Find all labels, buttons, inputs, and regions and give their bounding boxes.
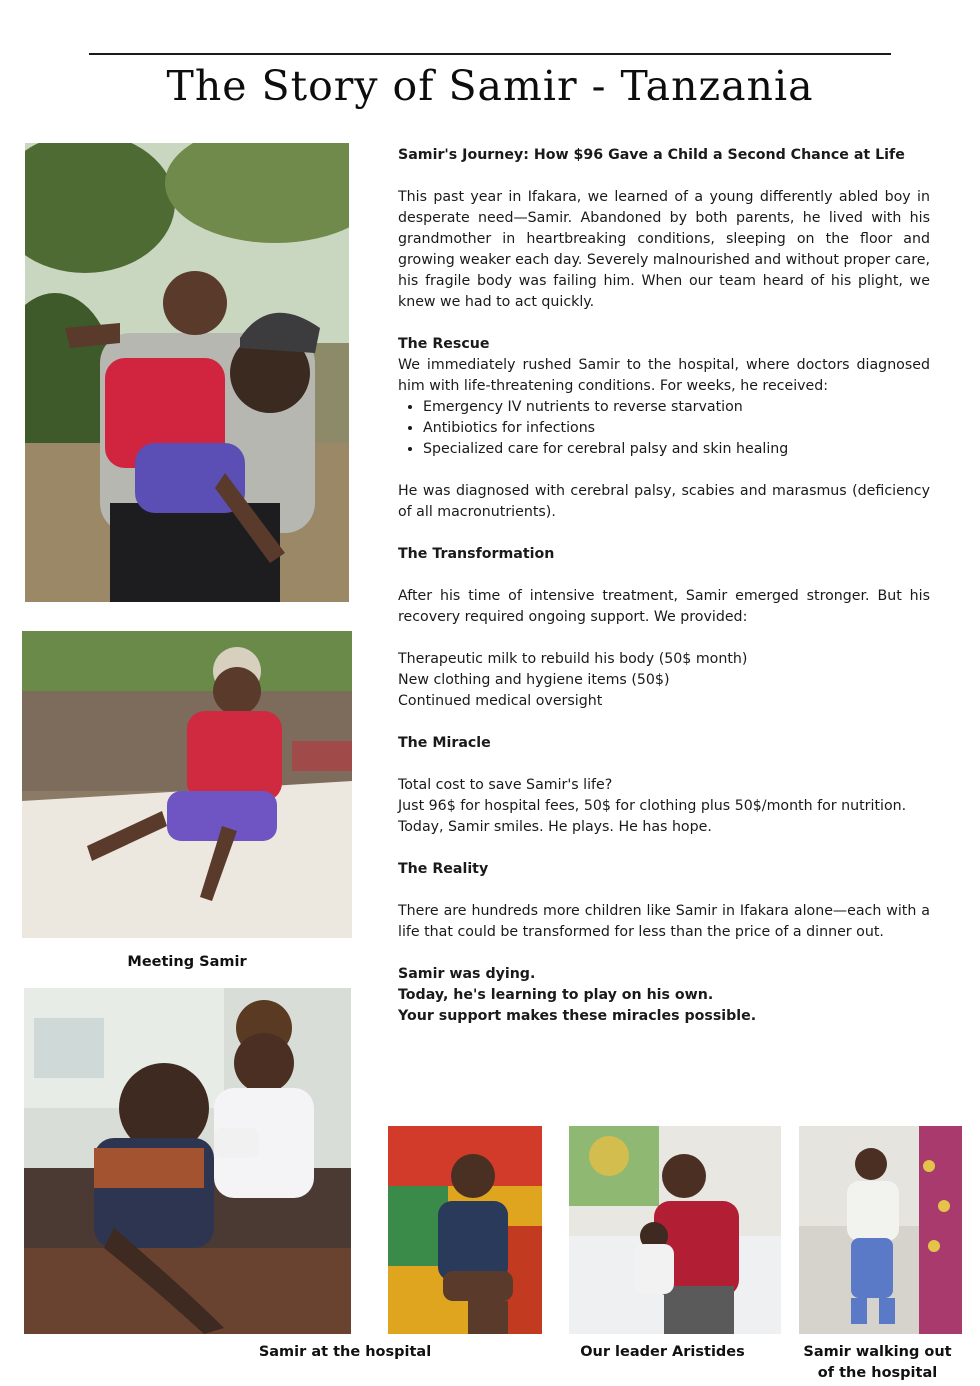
transformation-body: After his time of intensive treatment, Samir emerged stronger. But his recovery required ongoing support. We provided: <box>398 588 930 625</box>
heading-the-rescue: The Rescue <box>398 336 490 352</box>
support-line: Continued medical oversight <box>398 693 603 709</box>
closing-line: Today, he's learning to play on his own. <box>398 987 714 1003</box>
heading-the-miracle: The Miracle <box>398 735 491 751</box>
page-title: The Story of Samir - Tanzania <box>166 62 814 110</box>
rescue-body: We immediately rushed Samir to the hospital, where doctors diagnosed him with life-threatening conditions. For weeks, he received: <box>398 357 930 394</box>
caption-walking-line2: of the hospital <box>817 1365 938 1381</box>
closing-line: Your support makes these miracles possible. <box>398 1008 757 1024</box>
photo-samir-hospital-nurse <box>24 988 351 1334</box>
caption-our-leader-aristides: Our leader Aristides <box>580 1344 745 1360</box>
miracle-today: Today, Samir smiles. He plays. He has hope. <box>398 819 712 835</box>
caption-samir-walking-out <box>795 1342 960 1384</box>
support-line: Therapeutic milk to rebuild his body (50$ month) <box>398 651 748 667</box>
title-rule <box>89 53 891 55</box>
photo-samir-sitting <box>22 631 352 938</box>
list-item: • Emergency IV nutrients to reverse starvation <box>423 397 930 418</box>
caption-walking-line1: Samir walking out <box>803 1344 952 1360</box>
miracle-question: Total cost to save Samir's life? <box>398 777 613 793</box>
rescue-treatment-list <box>398 397 930 460</box>
list-item: • Antibiotics for infections <box>423 418 930 439</box>
heading-the-reality: The Reality <box>398 861 489 877</box>
caption-meeting-samir: Meeting Samir <box>127 954 247 970</box>
heading-the-transformation: The Transformation <box>398 546 555 562</box>
list-item: • Specialized care for cerebral palsy and skin healing <box>423 439 930 460</box>
caption-samir-at-hospital: Samir at the hospital <box>258 1344 432 1360</box>
photo-leader-aristides <box>569 1126 781 1334</box>
closing-line: Samir was dying. <box>398 966 536 982</box>
photo-samir-walking-out <box>799 1126 962 1334</box>
article-intro: This past year in Ifakara, we learned of a young differently abled boy in desperate need—Samir. Abandoned by both parents, he lived with his grandmother in heartbreaking conditions, sleeping on the floor and growing weaker each day. Severely malnourished and without proper care, his fragile body was failing him. When our team heard of his plight, we knew we had to act quickly. <box>398 189 930 310</box>
photo-samir-colorful-fabric <box>388 1126 542 1334</box>
photo-man-holding-samir <box>25 143 349 602</box>
miracle-cost: Just 96$ for hospital fees, 50$ for clothing plus 50$/month for nutrition. <box>398 798 907 814</box>
reality-body: There are hundreds more children like Samir in Ifakara alone—each with a life that could be transformed for less than the price of a dinner out. <box>398 903 930 940</box>
rescue-diagnosis: He was diagnosed with cerebral palsy, scabies and marasmus (deficiency of all macronutrients). <box>398 483 930 520</box>
article-body <box>398 145 930 1027</box>
support-line: New clothing and hygiene items (50$) <box>398 672 670 688</box>
article-headline: Samir's Journey: How $96 Gave a Child a Second Chance at Life <box>398 147 905 163</box>
